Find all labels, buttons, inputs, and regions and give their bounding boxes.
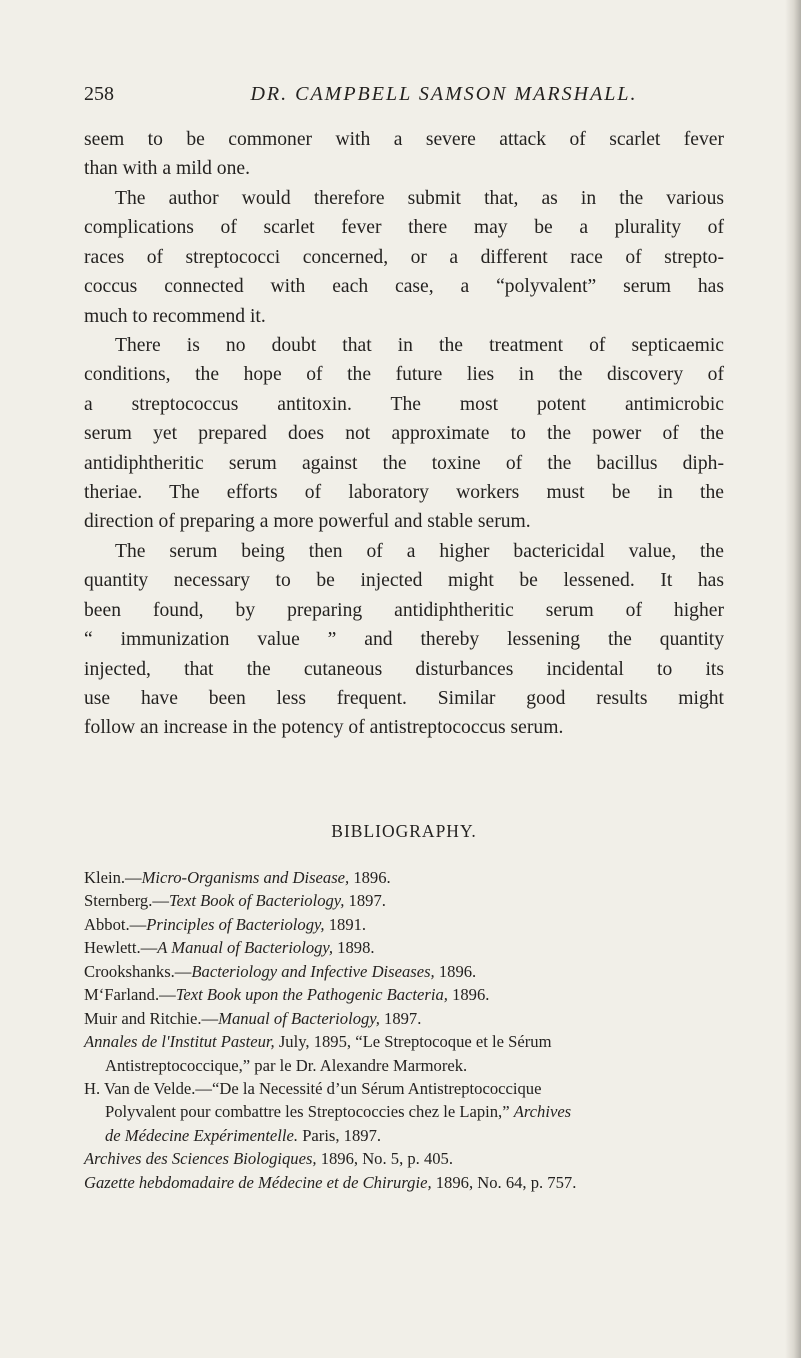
bib-entry: Crookshanks.—Bacteriology and Infective Diseases, 1896.	[84, 961, 477, 981]
bibliography-heading: BIBLIOGRAPHY.	[331, 821, 477, 841]
running-header	[84, 79, 724, 109]
text-line: There is no doubt that in the treatment of septicaemic	[115, 334, 724, 356]
text-line: been found, by preparing antidiphtheritic serum of higher	[84, 599, 724, 621]
bib-entry: H. Van de Velde.—“De la Necessité d’un Sérum Antistreptococcique	[84, 1078, 542, 1098]
text-line: seem to be commoner with a severe attack of scarlet fever	[84, 129, 724, 150]
page-edge-shadow	[785, 0, 801, 1358]
text-line: than with a mild one.	[84, 158, 250, 180]
bib-entry: Gazette hebdomadaire de Médecine et de Chirurgie, 1896, No. 64, p. 757.	[84, 1172, 577, 1192]
bib-entry: Archives des Sciences Biologiques, 1896, No. 5, p. 405.	[84, 1149, 453, 1169]
page-number: 258	[84, 83, 114, 105]
text-line: a streptococcus antitoxin. The most potent antimicrobic	[84, 393, 724, 415]
text-line: conditions, the hope of the future lies in the discovery of	[84, 364, 724, 386]
text-line: quantity necessary to be injected might be lessened. It has	[84, 570, 724, 592]
text-line: theriae. The efforts of laboratory workers must be in the	[84, 482, 724, 504]
text-line: antidiphtheritic serum against the toxine of the bacillus diph-	[84, 452, 724, 474]
bibliography-list	[84, 866, 744, 1194]
body-text	[84, 125, 724, 743]
text-line: complications of scarlet fever there may be a plurality of	[84, 217, 724, 239]
text-line: direction of preparing a more powerful and stable serum.	[84, 511, 531, 533]
text-line: The author would therefore submit that, as in the various	[115, 187, 724, 209]
bib-entry: Klein.—Micro-Organisms and Disease, 1896.	[84, 868, 391, 887]
running-title: DR. CAMPBELL SAMSON MARSHALL.	[250, 83, 638, 105]
text-line: “ immunization value ” and thereby lessening the quantity	[84, 629, 724, 651]
bib-entry: Hewlett.—A Manual of Bacteriology, 1898.	[84, 938, 375, 958]
bib-entry-continuation: Polyvalent pour combattre les Streptococcies chez le Lapin,” Archives	[105, 1102, 572, 1122]
text-line: follow an increase in the potency of antistreptococcus serum.	[84, 717, 564, 739]
text-line: races of streptococci concerned, or a different race of strepto-	[84, 246, 724, 268]
bib-entry: Sternberg.—Text Book of Bacteriology, 1897.	[84, 891, 386, 911]
bib-entry: M‘Farland.—Text Book upon the Pathogenic Bacteria, 1896.	[84, 985, 490, 1005]
bib-entry-continuation: de Médecine Expérimentelle. Paris, 1897.	[105, 1125, 382, 1145]
bib-entry: Muir and Ritchie.—Manual of Bacteriology, 1897.	[84, 1008, 422, 1028]
text-line: serum yet prepared does not approximate to the power of the	[84, 423, 724, 445]
bib-entry: Abbot.—Principles of Bacteriology, 1891.	[84, 914, 367, 934]
text-line: much to recommend it.	[84, 305, 266, 327]
bib-entry: Annales de l'Institut Pasteur, July, 1895, “Le Streptocoque et le Sérum	[84, 1032, 552, 1052]
text-line: coccus connected with each case, a “polyvalent” serum has	[84, 276, 724, 298]
bib-entry-continuation: Antistreptococcique,” par le Dr. Alexandre Marmorek.	[105, 1055, 468, 1075]
text-line: injected, that the cutaneous disturbances incidental to its	[84, 658, 724, 680]
text-line: use have been less frequent. Similar good results might	[84, 688, 724, 710]
text-line: The serum being then of a higher bactericidal value, the	[115, 540, 724, 562]
